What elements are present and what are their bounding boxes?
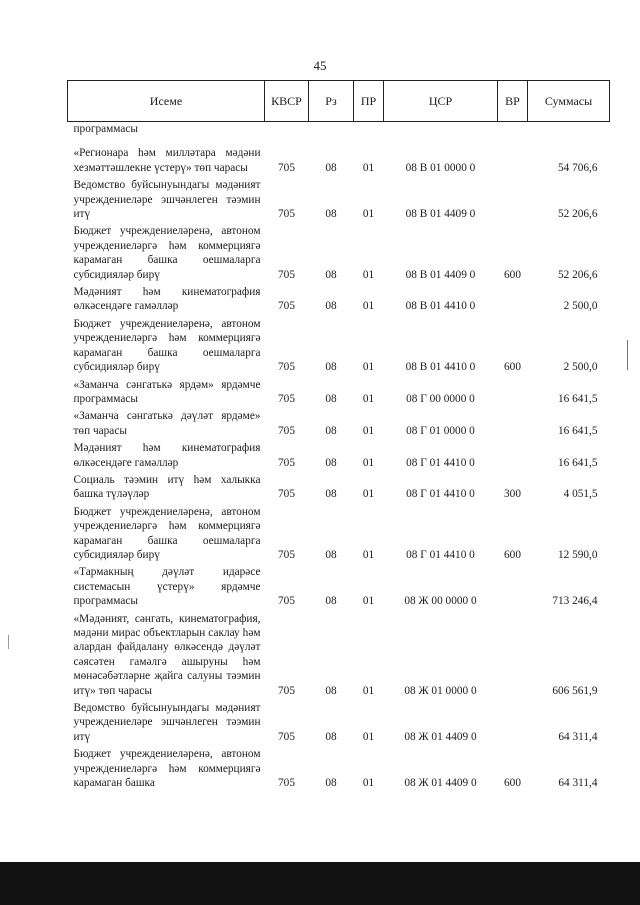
scan-artifact — [8, 635, 9, 649]
rz-cell: 08 — [325, 777, 337, 790]
pr-cell: 01 — [362, 777, 375, 790]
pr-cell: 01 — [362, 300, 375, 313]
csr-cell: 08 В 01 4410 0 — [405, 300, 476, 313]
vr-cell — [498, 178, 528, 221]
header-pr: ПР — [354, 81, 384, 122]
sum-cell: 54 706,6 — [557, 161, 598, 174]
sum-cell: 2 500,0 — [563, 361, 598, 374]
pr-cell: 01 — [362, 424, 375, 437]
rz-cell: 08 — [325, 424, 337, 437]
row-spacer — [68, 136, 610, 146]
vr-cell — [498, 701, 528, 744]
name-cell: Бюджет учреждениеләренә, автоном учреждениеләргә һәм коммерциягә карамаган башка оешмаларга субсидияләр бирү — [73, 505, 261, 561]
table-header — [68, 81, 610, 122]
header-sum: Суммасы — [528, 81, 610, 122]
table-row — [68, 701, 610, 744]
name-cell: Социаль тәэмин итү һәм халыкка башка түләүләр — [73, 473, 261, 501]
name-cell: «Тармакның дәүләт идарәсе системасын үстерү» ярдәмче программасы — [73, 566, 261, 608]
vr-cell — [498, 612, 528, 698]
table-row — [68, 146, 610, 175]
sum-cell: 606 561,9 — [552, 684, 598, 697]
sum-cell: 12 590,0 — [557, 548, 598, 561]
kvsr-cell: 705 — [278, 392, 295, 405]
kvsr-cell: 705 — [278, 424, 295, 437]
pr-cell: 01 — [362, 684, 375, 697]
rz-cell: 08 — [325, 161, 337, 174]
table-body — [68, 122, 610, 791]
vr-cell: 300 — [504, 488, 521, 501]
csr-cell: 08 Ж 01 0000 0 — [404, 684, 477, 697]
name-cell: «Регионара һәм милләтара мәдәни хезмәттәшлекне үстерү» төп чарасы — [73, 147, 261, 174]
csr-cell: 08 Ж 01 4409 0 — [404, 777, 477, 790]
sum-cell: 16 641,5 — [557, 392, 598, 405]
page-number: 45 — [313, 58, 327, 73]
pr-cell: 01 — [362, 268, 375, 281]
name-cell: Ведомство буйсынуындагы мәдәният учреждениеләре эшчәнлеген тәэмин итү — [73, 179, 261, 221]
table-row — [68, 747, 610, 790]
rz-cell: 08 — [325, 361, 337, 374]
name-cell: «Заманча сәнгатькә ярдәм» ярдәмче программасы — [73, 378, 261, 405]
header-kvsr: КВСР — [265, 81, 309, 122]
pr-cell: 01 — [362, 730, 375, 743]
table-row — [68, 378, 610, 407]
name-cell: Бюджет учреждениеләренә, автоном учреждениеләргә һәм коммерциягә карамаган башка — [73, 748, 261, 790]
pr-cell: 01 — [362, 595, 375, 608]
rz-cell: 08 — [325, 392, 337, 405]
table-row — [68, 178, 610, 221]
name-cell: Мәдәният һәм кинематография өлкәсендәге гамәлләр — [73, 286, 261, 313]
vr-cell — [498, 441, 528, 470]
sum-cell: 16 641,5 — [557, 424, 598, 437]
sum-cell: 16 641,5 — [557, 456, 598, 469]
sum-cell: 2 500,0 — [563, 300, 598, 313]
sum-cell: 64 311,4 — [558, 730, 598, 743]
vr-cell — [498, 409, 528, 438]
header-csr: ЦСР — [384, 81, 498, 122]
kvsr-cell: 705 — [278, 684, 295, 697]
name-cell: «Заманча сәнгатькә дәүләт ярдәме» төп чарасы — [73, 410, 261, 437]
vr-cell — [498, 285, 528, 314]
pr-cell: 01 — [362, 548, 375, 561]
rz-cell: 08 — [325, 488, 337, 501]
vr-cell: 600 — [504, 361, 521, 374]
name-cell: Бюджет учреждениеләренә, автоном учреждениеләргә һәм коммерциягә карамаган башка оешмаларга субсидияләр бирү — [73, 225, 261, 281]
table-row — [68, 441, 610, 470]
csr-cell: 08 В 01 4410 0 — [405, 361, 476, 374]
csr-cell: 08 Ж 00 0000 0 — [404, 595, 477, 608]
kvsr-cell: 705 — [278, 456, 295, 469]
kvsr-cell: 705 — [278, 548, 295, 561]
pr-cell: 01 — [362, 208, 375, 221]
sum-cell: 4 051,5 — [563, 488, 598, 501]
vr-cell — [498, 565, 528, 608]
kvsr-cell: 705 — [278, 208, 295, 221]
name-cell: Мәдәният һәм кинематография өлкәсендәге гамәлләр — [73, 442, 261, 469]
rz-cell: 08 — [325, 300, 337, 313]
table-row — [68, 409, 610, 438]
table-row — [68, 317, 610, 375]
name-cell: Бюджет учреждениеләренә, автоном учреждениеләргә һәм коммерциягә карамаган башка оешмаларга субсидияләр бирү — [73, 317, 261, 374]
sum-cell: 52 206,6 — [557, 268, 598, 281]
table-row — [68, 224, 610, 282]
vr-cell — [498, 378, 528, 407]
csr-cell: 08 Ж 01 4409 0 — [404, 730, 477, 743]
csr-cell: 08 Г 00 0000 0 — [406, 392, 475, 405]
scan-bottom-edge — [0, 862, 640, 905]
sum-cell: 52 206,6 — [557, 208, 598, 221]
sum-cell: 64 311,4 — [558, 777, 598, 790]
carryover-text: программасы — [73, 123, 138, 135]
rz-cell: 08 — [325, 268, 337, 281]
header-rz: Рз — [309, 81, 354, 122]
csr-cell: 08 В 01 0000 0 — [405, 161, 476, 174]
csr-cell: 08 Г 01 4410 0 — [406, 548, 475, 561]
kvsr-cell: 705 — [278, 595, 295, 608]
rz-cell: 08 — [325, 208, 337, 221]
table-row — [68, 505, 610, 563]
kvsr-cell: 705 — [278, 268, 295, 281]
budget-table — [67, 80, 610, 790]
table-row — [68, 473, 610, 502]
header-vr: ВР — [498, 81, 528, 122]
rz-cell: 08 — [325, 456, 337, 469]
csr-cell: 08 Г 01 0000 0 — [406, 424, 475, 437]
carryover-row — [68, 122, 610, 137]
rz-cell: 08 — [325, 548, 337, 561]
kvsr-cell: 705 — [278, 361, 295, 374]
kvsr-cell: 705 — [278, 488, 295, 501]
rz-cell: 08 — [325, 595, 337, 608]
rz-cell: 08 — [325, 684, 337, 697]
pr-cell: 01 — [362, 456, 375, 469]
pr-cell: 01 — [362, 488, 375, 501]
kvsr-cell: 705 — [278, 300, 295, 313]
pr-cell: 01 — [362, 361, 375, 374]
kvsr-cell: 705 — [278, 161, 295, 174]
csr-cell: 08 В 01 4409 0 — [405, 268, 476, 281]
table-row — [68, 565, 610, 608]
name-cell: «Мәдәният, сәнгать, кинематография, мәдәни мирас объектларын саклау һәм алардан файдалану өлкәсендә дәүләт сәясәтен гамәлгә ашыруны һәм мөнәсәбәтләрне җайга салуны тәэмин итү» төп чарасы — [73, 612, 261, 697]
table-row — [68, 612, 610, 698]
scan-artifact — [627, 340, 628, 370]
pr-cell: 01 — [362, 161, 375, 174]
csr-cell: 08 Г 01 4410 0 — [406, 456, 475, 469]
table-row — [68, 285, 610, 314]
vr-cell — [498, 146, 528, 175]
header-name: Исеме — [68, 81, 265, 122]
csr-cell: 08 Г 01 4410 0 — [406, 488, 475, 501]
csr-cell: 08 В 01 4409 0 — [405, 208, 476, 221]
rz-cell: 08 — [325, 730, 337, 743]
vr-cell: 600 — [504, 548, 521, 561]
vr-cell: 600 — [504, 777, 521, 790]
sum-cell: 713 246,4 — [552, 595, 598, 608]
kvsr-cell: 705 — [278, 730, 295, 743]
vr-cell: 600 — [504, 268, 521, 281]
name-cell: Ведомство буйсынуындагы мәдәният учреждениеләре эшчәнлеген тәэмин итү — [73, 702, 261, 743]
pr-cell: 01 — [362, 392, 375, 405]
kvsr-cell: 705 — [278, 777, 295, 790]
